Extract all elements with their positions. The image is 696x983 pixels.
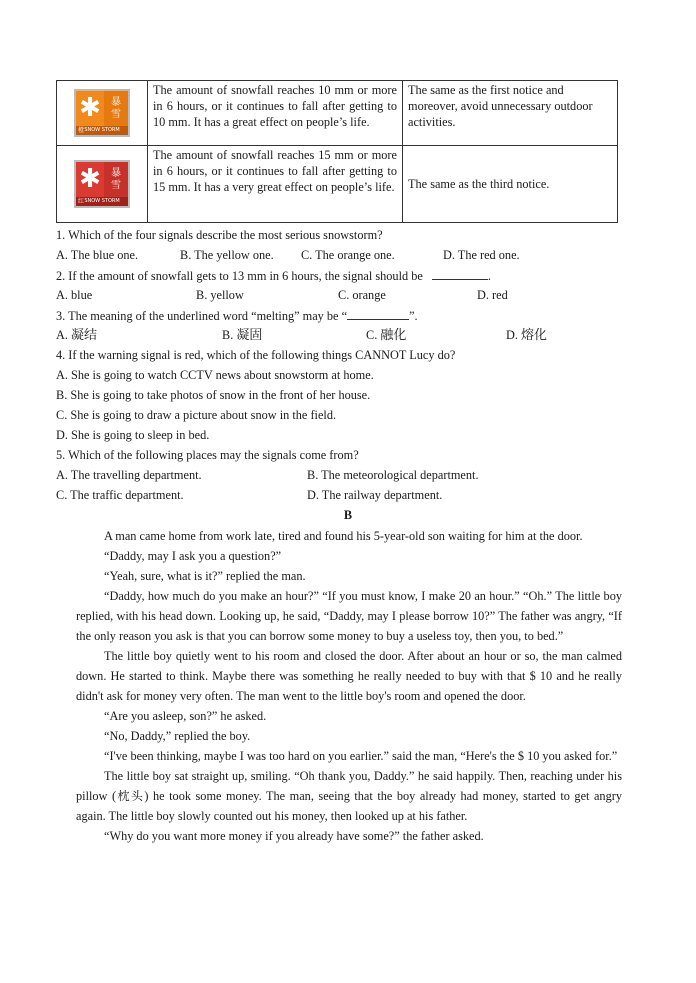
question-1-stem: 1. Which of the four signals describe the most serious snowstorm? (56, 228, 383, 242)
question-1-option-b: B. The yellow one. (180, 248, 274, 262)
snowstorm-signal-table (56, 80, 618, 223)
snowflake-icon: ✱ (76, 91, 104, 126)
question-1-option-c: C. The orange one. (301, 248, 395, 262)
passage-paragraph: “Yeah, sure, what is it?” replied the man. (104, 569, 306, 583)
question-5-option-d: D. The railway department. (307, 488, 443, 502)
question-4-stem: 4. If the warning signal is red, which of the following things CANNOT Lucy do? (56, 348, 456, 362)
snowflake-icon: ✱ (76, 162, 104, 197)
question-2-option-c: C. orange (338, 288, 386, 302)
question-5-option-a: A. The travelling department. (56, 468, 202, 482)
question-3-option-b: B. 凝固 (222, 328, 263, 343)
question-2-option-a: A. blue (56, 288, 93, 302)
question-3-option-a: A. 凝结 (56, 328, 98, 343)
signal-char: 暴 (111, 167, 121, 179)
question-2-option-b: B. yellow (196, 288, 244, 302)
question-3-option-d: D. 熔化 (506, 328, 548, 343)
question-1-option-a: A. The blue one. (56, 248, 139, 262)
question-3-stem: 3. The meaning of the underlined word “melting” may be “ (56, 309, 348, 323)
passage-paragraph: A man came home from work late, tired and found his 5-year-old son waiting for him at the door. (104, 529, 583, 543)
passage-paragraph: “Why do you want more money if you already have some?” the father asked. (104, 829, 484, 843)
red-snowstorm-signal-icon (74, 160, 130, 208)
passage-paragraph: The little boy quietly went to his room and closed the door. After about an hour or so, the man calmed down. He started to think. Maybe there was something he really needed to buy with that $ 10 and he really didn't ask for money very often. The man went to the little boy's room and opened the door. (76, 649, 622, 703)
signal-row-red (57, 146, 618, 223)
answer-blank[interactable] (432, 266, 488, 280)
question-2-stem: 2. If the amount of snowfall gets to 13 mm in 6 hours, the signal should be (56, 269, 423, 283)
signal-char: 雪 (111, 108, 121, 120)
question-4-option-a: A. She is going to watch CCTV news about snowstorm at home. (56, 368, 374, 382)
signal-banner: SNOW STORM (84, 198, 120, 204)
passage-paragraph: “Are you asleep, son?” he asked. (104, 709, 267, 723)
question-2: 2. If the amount of snowfall gets to 13 mm in 6 hours, the signal should be . (56, 266, 491, 285)
orange-snowstorm-signal-icon (74, 89, 130, 137)
signal-level-char: 红 (78, 198, 85, 205)
signal-row-orange (57, 81, 618, 146)
signal-banner: SNOW STORM (84, 127, 120, 133)
signal-advice: The same as the third notice. (403, 146, 618, 223)
reading-passage (76, 526, 622, 846)
question-5-option-c: C. The traffic department. (56, 488, 184, 502)
signal-char: 雪 (111, 179, 121, 191)
passage-paragraph: “No, Daddy,” replied the boy. (104, 729, 251, 743)
section-b-title: B (343, 508, 353, 522)
question-3-option-c: C. 融化 (366, 328, 407, 343)
passage-paragraph: “Daddy, how much do you make an hour?” “If you must know, I make 20 an hour.” “Oh.” The little boy replied, with his head down. Looking up, he said, “Daddy, may I please borrow 10?” The father was angry, “If the only reason you ask is that you can borrow some money to buy a useless toy, then you, to bed.” (76, 589, 622, 643)
signal-level-char: 橙 (78, 127, 85, 134)
passage-paragraph: “I've been thinking, maybe I was too hard on you earlier.” said the man, “Here's the $ 10 you asked for.” (104, 749, 618, 763)
passage-paragraph: The little boy sat straight up, smiling. “Oh thank you, Daddy.” he said happily. Then, reaching under his pillow (枕头) he took some money. The man, seeing that the boy already had money, started to get angry again. The little boy slowly counted out his money, then looked up at his father. (76, 769, 622, 823)
signal-description: The amount of snowfall reaches 10 mm or more in 6 hours, or it continues to fall after getting to 10 mm. It has a great effect on people’s life. (148, 81, 403, 146)
question-2-option-d: D. red (477, 288, 508, 302)
signal-advice: The same as the first notice and moreover, avoid unnecessary outdoor activities. (403, 81, 618, 146)
signal-description: The amount of snowfall reaches 15 mm or more in 6 hours, or it continues to fall after getting to 15 mm. It has a very great effect on people’s life. (148, 146, 403, 223)
question-4-option-b: B. She is going to take photos of snow in the front of her house. (56, 388, 371, 402)
signal-char: 暴 (111, 96, 121, 108)
question-3-stem-end: ”. (409, 309, 418, 323)
question-4-option-c: C. She is going to draw a picture about snow in the field. (56, 408, 337, 422)
question-1-option-d: D. The red one. (443, 248, 520, 262)
question-5-stem: 5. Which of the following places may the signals come from? (56, 448, 359, 462)
passage-paragraph: “Daddy, may I ask you a question?” (104, 549, 282, 563)
question-5-option-b: B. The meteorological department. (307, 468, 479, 482)
answer-blank[interactable] (347, 306, 409, 320)
question-3 (56, 306, 418, 325)
question-4-option-d: D. She is going to sleep in bed. (56, 428, 210, 442)
